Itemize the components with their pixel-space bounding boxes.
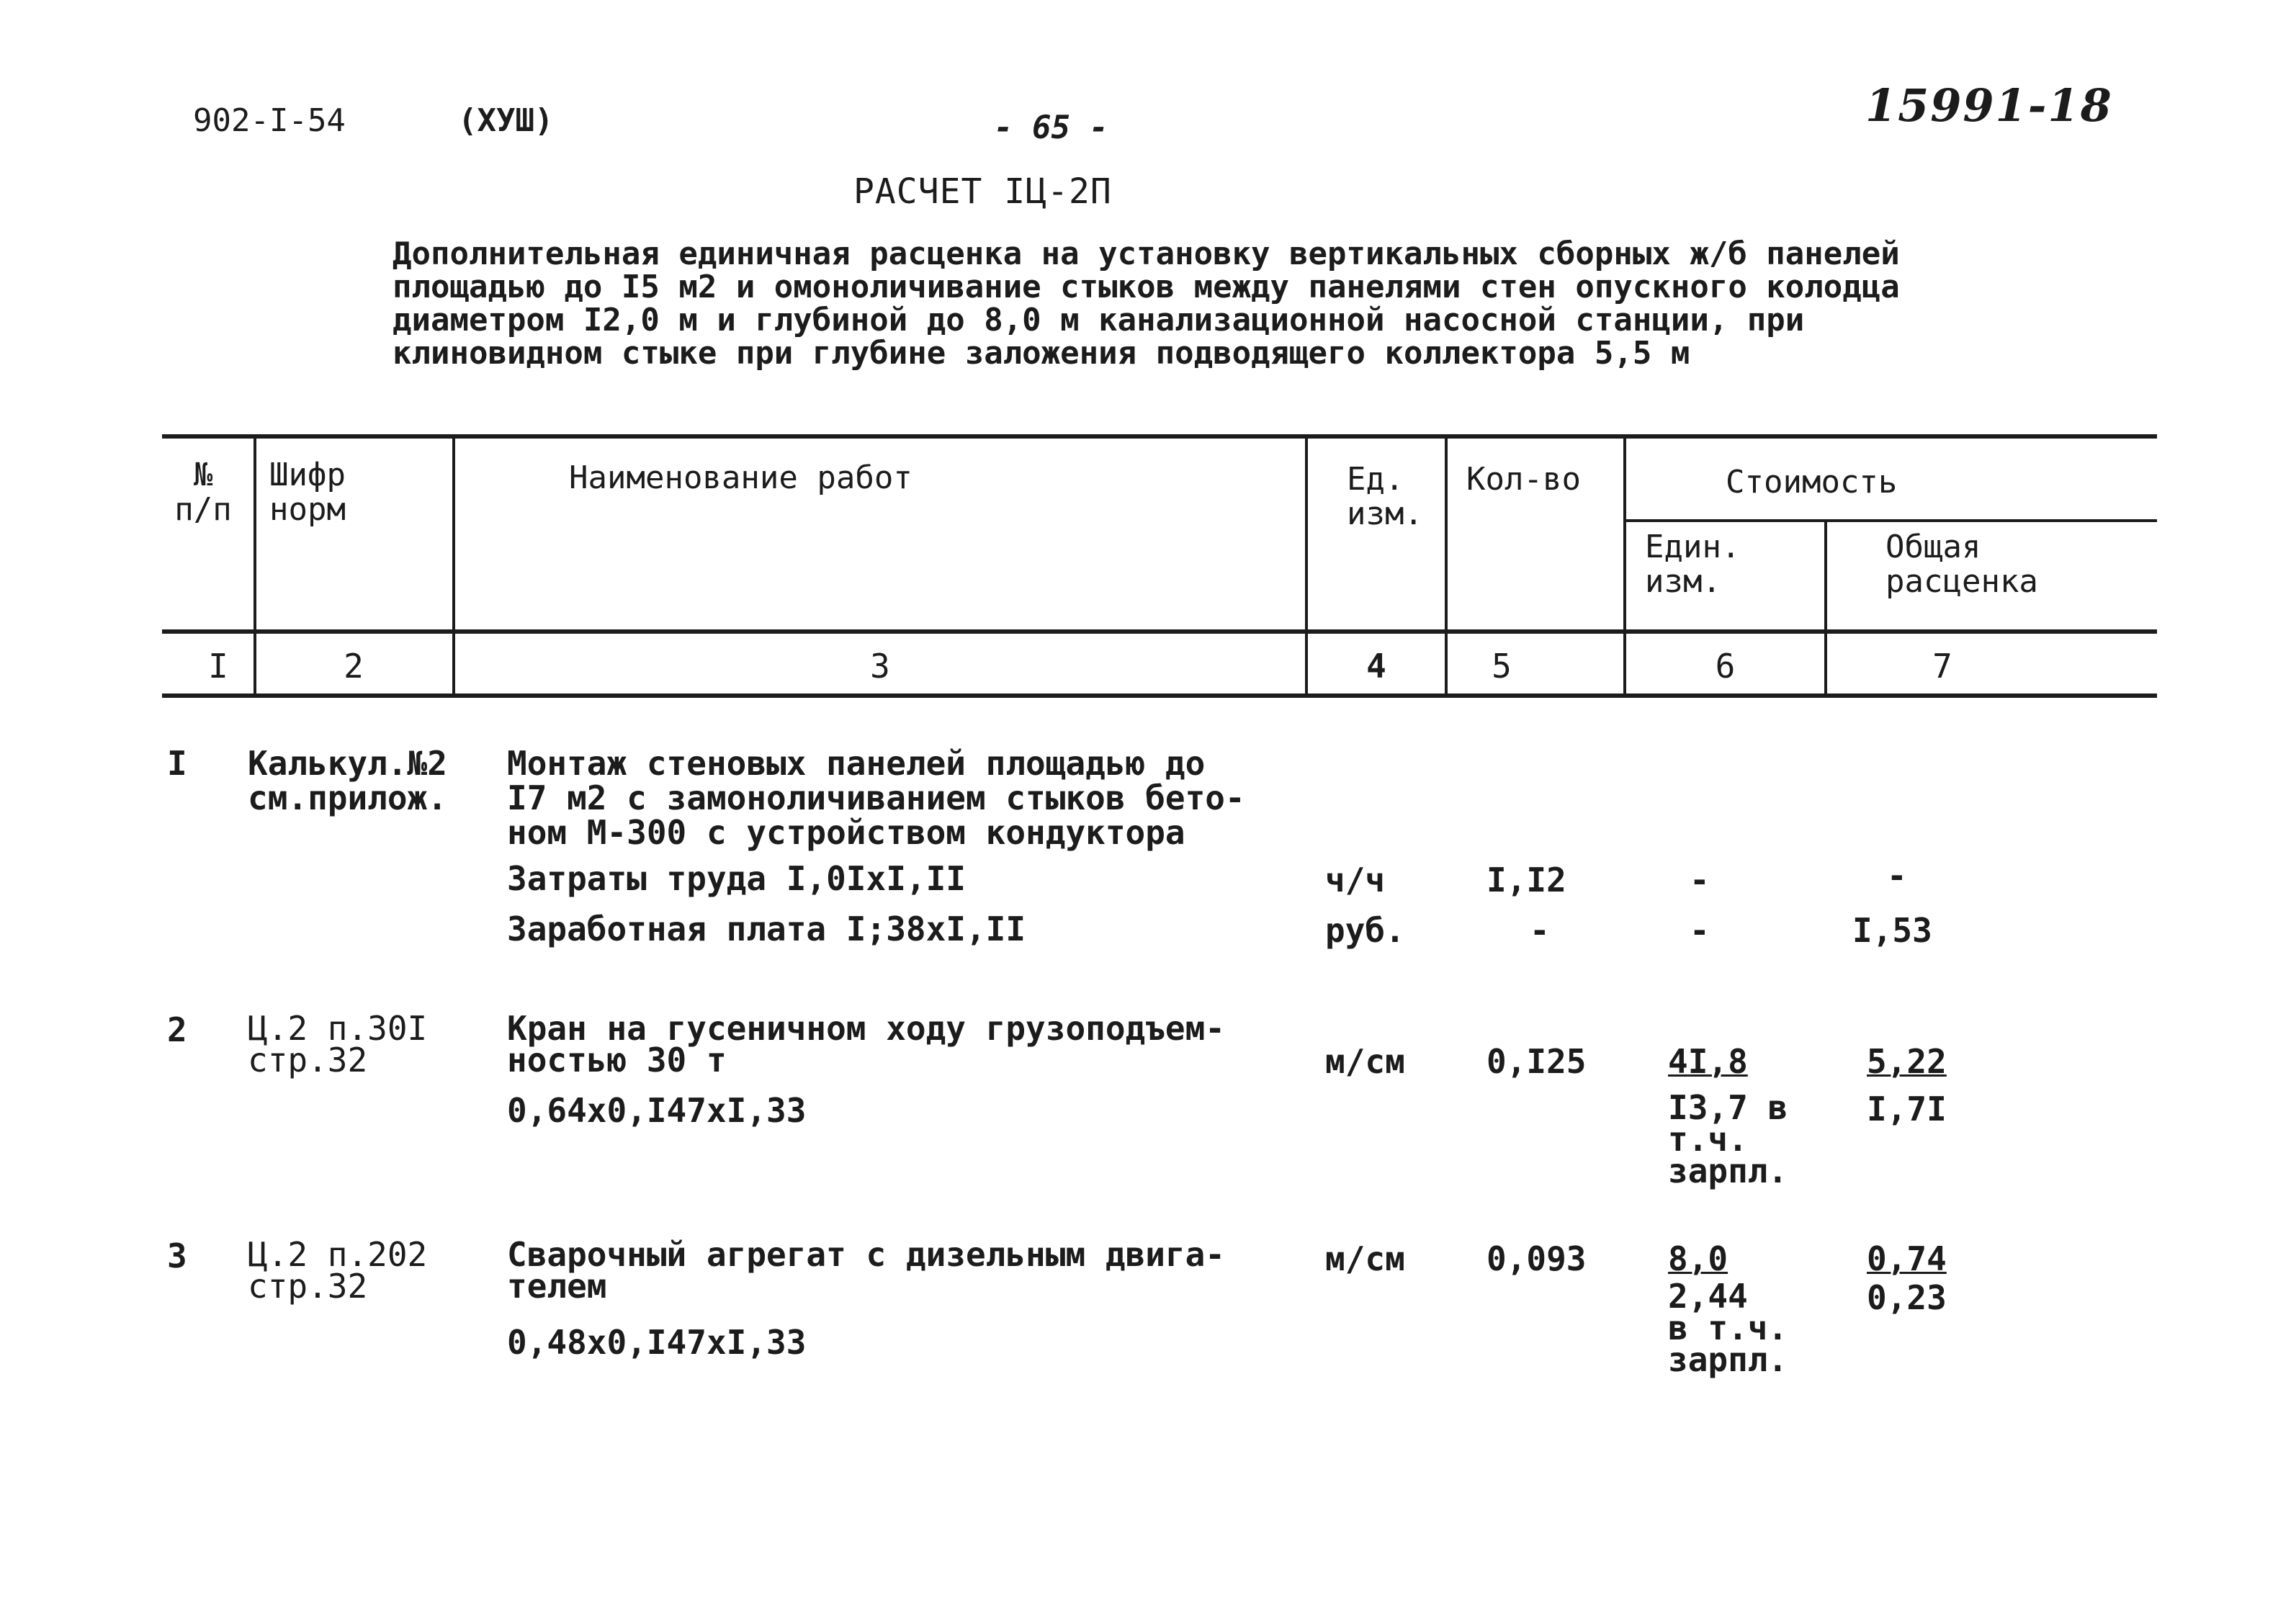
wage-label: Заработная плата I;38xI,II: [507, 910, 1026, 948]
labor-cost-label: Затраты труда I,0IxI,II: [507, 859, 966, 898]
row-unit-cost: 8,0: [1668, 1239, 1728, 1278]
row-num: I: [167, 744, 187, 783]
row-qty: 0,I25: [1486, 1042, 1587, 1081]
cost-subheader-rule: [1625, 519, 2157, 522]
row-unit: ч/ч: [1325, 861, 1386, 899]
page-number: - 65 -: [994, 109, 1108, 146]
header-total: Общая расценка: [1885, 529, 2038, 600]
handwritten-reference: 15991-18: [1865, 79, 2113, 132]
row-total: 0,74: [1867, 1239, 1947, 1278]
row-unit: руб.: [1325, 911, 1405, 950]
header-num: № п/п: [174, 457, 232, 528]
row-num: 3: [167, 1236, 187, 1275]
row-qty: 0,093: [1486, 1239, 1587, 1278]
colnum-3: 3: [870, 647, 890, 686]
row-total: I,53: [1852, 911, 1932, 950]
row-unit-cost: 4I,8: [1668, 1042, 1748, 1081]
colnum-4: 4: [1366, 647, 1386, 686]
row-total: -: [1887, 856, 1907, 895]
row-code: Ц.2 п.202 стр.32: [248, 1235, 428, 1306]
header-bottom-rule: [162, 629, 2157, 634]
colnum-2: 2: [344, 647, 364, 686]
row-name: Кран на гусеничном ходу грузоподъем- ностью 30 т: [507, 1009, 1225, 1079]
description-line: площадью до I5 м2 и омоноличивание стыков между панелями стен опускного колодца: [393, 269, 1900, 305]
description-line: клиновидном стыке при глубине заложения подводящего коллектора 5,5 м: [393, 335, 1690, 372]
row-unit-cost: -: [1690, 861, 1710, 899]
page-title: РАСЧЕТ IЦ-2П: [853, 171, 1112, 212]
row-code: Ц.2 п.30I стр.32: [248, 1009, 428, 1079]
row-unit-cost-wage: I3,7 в т.ч. зарпл.: [1668, 1088, 1788, 1190]
row-qty: I,I2: [1486, 861, 1566, 899]
header-unit-cost: Един. изм.: [1645, 529, 1741, 600]
row-name: Сварочный агрегат с дизельным двига- телем: [507, 1235, 1225, 1306]
description-line: диаметром I2,0 м и глубиной до 8,0 м канализационной насосной станции, при: [393, 302, 1805, 338]
header-cost: Стоимость: [1726, 464, 1898, 500]
row-name: Монтаж стеновых панелей площадью до I7 м2 с замоноличиванием стыков бето- ном М-300 с устройством кондуктора: [507, 744, 1245, 852]
row-unit-cost-wage: 2,44 в т.ч. зарпл.: [1668, 1277, 1788, 1379]
colnum-1: I: [208, 647, 228, 686]
row-qty: -: [1530, 911, 1550, 950]
row-total: 5,22: [1867, 1042, 1947, 1081]
row-total-wage: I,7I: [1867, 1090, 1947, 1128]
colnum-7: 7: [1932, 647, 1952, 686]
header-unit: Ед. изм.: [1347, 461, 1423, 532]
row-unit: м/см: [1325, 1042, 1405, 1081]
row-formula: 0,48x0,I47xI,33: [507, 1323, 807, 1362]
row-total-wage: 0,23: [1867, 1278, 1947, 1317]
row-code: Калькул.№2 см.прилож.: [248, 744, 447, 817]
header-code: Шифр норм: [269, 457, 346, 528]
colnum-6: 6: [1715, 647, 1736, 686]
header-name: Наименование работ: [569, 459, 912, 496]
section-label: (ХУШ): [458, 102, 554, 139]
row-num: 2: [167, 1010, 187, 1049]
colnum-bottom-rule: [162, 693, 2157, 698]
doc-code: 902-I-54: [193, 102, 346, 139]
row-formula: 0,64x0,I47xI,33: [507, 1091, 807, 1130]
colnum-5: 5: [1492, 647, 1512, 686]
row-unit-cost: -: [1690, 911, 1710, 950]
description: [393, 235, 1900, 372]
table-top-rule: [162, 434, 2157, 439]
description-line: Дополнительная единичная расценка на установку вертикальных сборных ж/б панелей: [393, 235, 1900, 272]
header-qty: Кол-во: [1466, 461, 1581, 498]
row-unit: м/см: [1325, 1239, 1405, 1278]
